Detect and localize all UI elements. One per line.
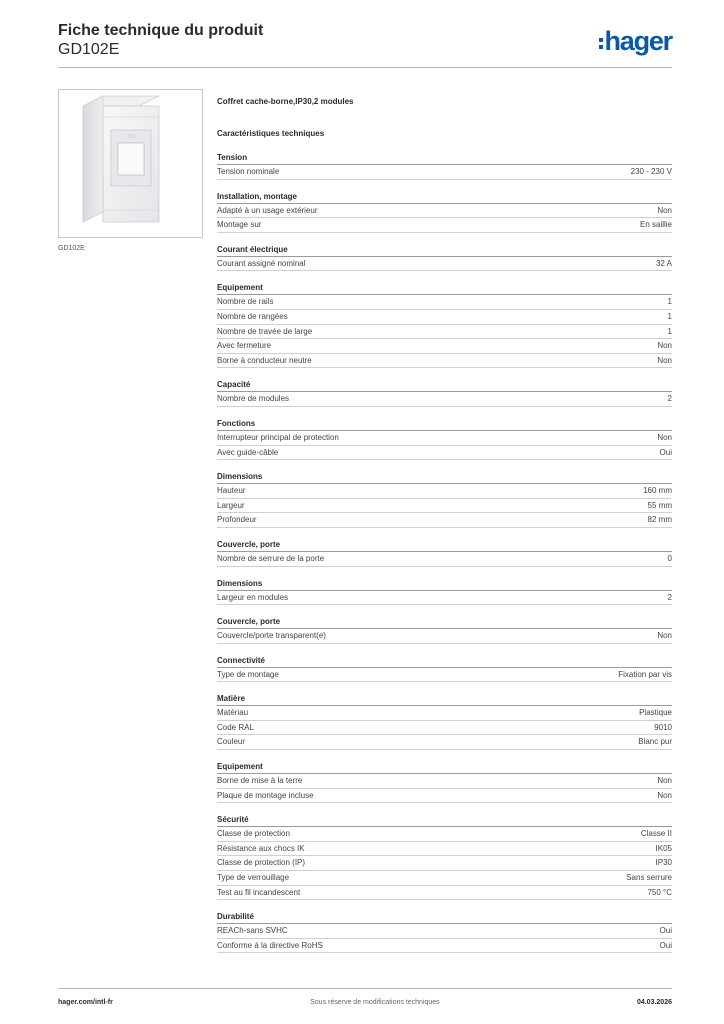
page-header <box>58 22 672 68</box>
spec-value: IK05 <box>655 843 672 853</box>
spec-label: Tension nominale <box>217 167 280 176</box>
spec-label: Classe de protection <box>217 829 290 839</box>
spec-section <box>217 910 672 953</box>
spec-row <box>217 774 672 789</box>
spec-row <box>217 257 672 272</box>
spec-value: Non <box>657 432 672 442</box>
spec-row <box>217 789 672 804</box>
product-image <box>58 89 203 238</box>
spec-row <box>217 706 672 721</box>
spec-label: Nombre de travée de large <box>217 326 313 336</box>
spec-section-title: Dimensions <box>217 577 672 591</box>
spec-label: Nombre de rangées <box>217 311 288 321</box>
spec-label: Résistance aux chocs IK <box>217 843 305 853</box>
spec-section <box>217 577 672 606</box>
spec-row <box>217 392 672 407</box>
enclosure-product-icon <box>59 90 204 239</box>
spec-value: Oui <box>659 447 672 457</box>
spec-value: Blanc pur <box>638 737 672 747</box>
spec-row <box>217 325 672 340</box>
spec-row <box>217 668 672 683</box>
spec-value: Classe II <box>640 829 672 839</box>
spec-row <box>217 871 672 886</box>
spec-label: Borne de mise à la terre <box>217 776 303 786</box>
spec-label: REACh-sans SVHC <box>217 926 288 936</box>
spec-label: Nombre de serrure de la porte <box>217 553 325 563</box>
characteristics-heading: Caractéristiques techniques <box>217 129 325 138</box>
spec-value: Non <box>657 776 672 786</box>
spec-label: Classe de protection (IP) <box>217 858 306 868</box>
logo-wordmark: hager <box>604 26 672 56</box>
spec-row <box>217 827 672 842</box>
spec-row <box>217 310 672 325</box>
spec-label: Hauteur <box>217 486 246 496</box>
spec-section <box>217 538 672 567</box>
spec-row <box>217 856 672 871</box>
spec-value: Sans serrure <box>626 873 672 883</box>
spec-label: Test au fil incandescent <box>217 887 301 897</box>
spec-section-title: Couvercle, porte <box>217 538 672 552</box>
spec-section <box>217 281 672 368</box>
spec-label: Montage sur <box>217 220 262 230</box>
spec-value: 55 mm <box>647 500 672 510</box>
spec-row <box>217 165 672 180</box>
spec-value: 82 mm <box>647 515 672 525</box>
spec-label: Largeur <box>217 500 245 510</box>
spec-label: Nombre de rails <box>217 297 274 307</box>
product-reference: GD102E <box>58 41 120 58</box>
spec-value: Oui <box>659 926 672 936</box>
spec-section-title: Dimensions <box>217 470 672 484</box>
spec-value: 2 <box>667 394 672 404</box>
spec-label: Type de verrouillage <box>217 873 290 883</box>
spec-section-title: Courant électrique <box>217 243 672 257</box>
spec-value: Non <box>657 355 672 365</box>
footer-date: 04.03.2026 <box>636 999 672 1006</box>
spec-row <box>217 513 672 528</box>
spec-value: 1 <box>667 297 672 307</box>
spec-section <box>217 692 672 750</box>
technical-sheet <box>217 95 672 953</box>
spec-row <box>217 924 672 939</box>
spec-row <box>217 295 672 310</box>
spec-section <box>217 243 672 272</box>
spec-value: Non <box>657 205 672 215</box>
spec-label: Borne à conducteur neutre <box>217 355 312 365</box>
spec-label: Couvercle/porte transparent(e) <box>217 631 326 641</box>
spec-row <box>217 721 672 736</box>
spec-value: IP30 <box>655 858 672 868</box>
spec-row <box>217 499 672 514</box>
spec-section-title: Sécurité <box>217 813 672 827</box>
spec-row <box>217 886 672 901</box>
spec-section <box>217 654 672 683</box>
spec-row <box>217 339 672 354</box>
spec-section-title: Matière <box>217 692 672 706</box>
spec-value: 9010 <box>654 722 672 732</box>
spec-label: Largeur en modules <box>217 592 289 602</box>
spec-value: 2 <box>667 592 672 602</box>
spec-label: Interrupteur principal de protection <box>217 432 339 442</box>
spec-section <box>217 417 672 460</box>
spec-section <box>217 615 672 644</box>
spec-row <box>217 431 672 446</box>
spec-row <box>217 354 672 369</box>
spec-value: 0 <box>667 553 672 563</box>
spec-value: 230 - 230 V <box>630 167 672 176</box>
spec-section <box>217 813 672 900</box>
footer-disclaimer: Sous réserve de modifications techniques <box>310 999 440 1006</box>
spec-row <box>217 204 672 219</box>
spec-label: Plaque de montage incluse <box>217 790 314 800</box>
spec-label: Avec fermeture <box>217 341 272 351</box>
spec-label: Courant assigné nominal <box>217 258 306 268</box>
spec-row <box>217 629 672 644</box>
spec-label: Profondeur <box>217 515 257 525</box>
spec-row <box>217 446 672 461</box>
page-title: Fiche technique du produit <box>58 22 264 39</box>
logo-dots-icon <box>599 38 603 49</box>
spec-section <box>217 760 672 803</box>
characteristics-sections <box>217 151 672 953</box>
spec-section-title: Tension <box>217 151 672 165</box>
spec-label: Conforme à la directive RoHS <box>217 940 323 950</box>
spec-row <box>217 218 672 233</box>
spec-label: Type de montage <box>217 669 279 679</box>
hager-logo <box>599 26 672 56</box>
spec-section-title: Fonctions <box>217 417 672 431</box>
spec-value: Plastique <box>639 708 672 718</box>
spec-section <box>217 378 672 407</box>
spec-value: Non <box>657 790 672 800</box>
spec-value: 32 A <box>655 258 672 268</box>
spec-label: Matériau <box>217 708 249 718</box>
spec-row <box>217 591 672 606</box>
spec-value: 1 <box>667 326 672 336</box>
product-description: Coffret cache-borne,IP30,2 modules <box>217 97 354 106</box>
spec-label: Nombre de modules <box>217 394 290 404</box>
spec-section <box>217 470 672 528</box>
spec-row <box>217 842 672 857</box>
spec-section <box>217 190 672 233</box>
page-footer <box>58 988 672 1006</box>
spec-value: 1 <box>667 311 672 321</box>
spec-section-title: Equipement <box>217 760 672 774</box>
product-image-caption: GD102E <box>58 245 85 252</box>
spec-value: Non <box>657 341 672 351</box>
spec-section-title: Capacité <box>217 378 672 392</box>
spec-section-title: Durabilité <box>217 910 672 924</box>
spec-section-title: Couvercle, porte <box>217 615 672 629</box>
spec-row <box>217 735 672 750</box>
spec-value: Fixation par vis <box>618 669 672 679</box>
spec-section-title: Connectivité <box>217 654 672 668</box>
spec-section <box>217 151 672 180</box>
spec-row <box>217 552 672 567</box>
spec-value: Oui <box>659 940 672 950</box>
spec-value: 160 mm <box>643 486 672 496</box>
spec-section-title: Equipement <box>217 281 672 295</box>
spec-value: En saillie <box>639 220 672 230</box>
spec-section-title: Installation, montage <box>217 190 672 204</box>
spec-value: Non <box>657 631 672 641</box>
spec-value: 750 °C <box>647 887 672 897</box>
spec-row <box>217 484 672 499</box>
footer-website-link[interactable]: hager.com/intl-fr <box>58 999 113 1006</box>
spec-label: Code RAL <box>217 722 254 732</box>
spec-row <box>217 939 672 954</box>
spec-label: Adapté à un usage extérieur <box>217 205 318 215</box>
spec-label: Couleur <box>217 737 246 747</box>
spec-label: Avec guide-câble <box>217 447 279 457</box>
